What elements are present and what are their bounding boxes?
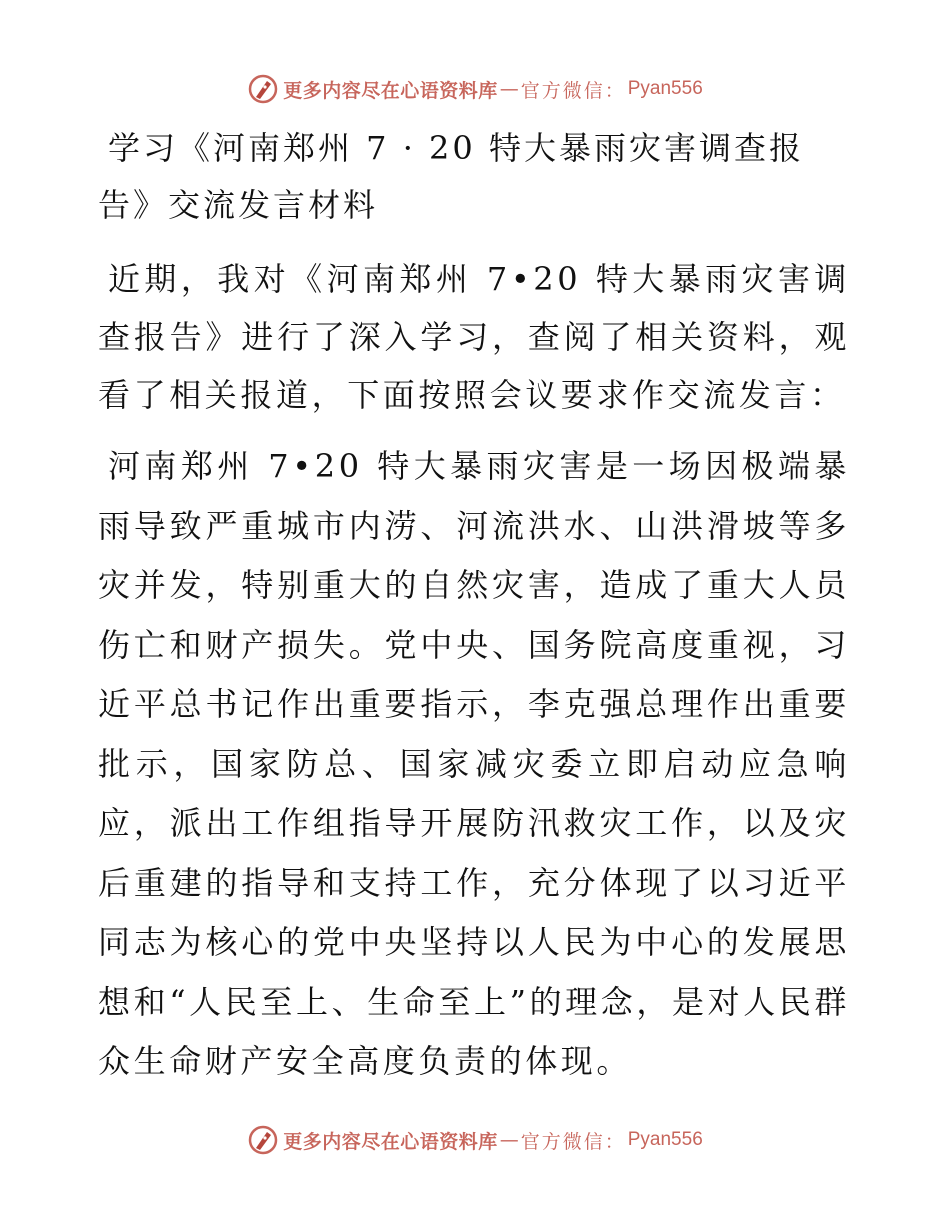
watermark-dash: — [499, 78, 519, 100]
watermark-footer [0, 1123, 950, 1157]
document-title: 学习《河南郑州 7 · 20 特大暴雨灾害调查报告》交流发言材料 [98, 129, 804, 224]
watermark-wechat-id: Pyan556 [627, 1129, 703, 1150]
watermark-text: 更多内容尽在心语资料库 [283, 1130, 498, 1153]
watermark-wechat-id: Pyan556 [627, 78, 703, 99]
watermark-header [0, 72, 950, 106]
pen-nib-logo-icon [247, 1124, 279, 1156]
pen-nib-logo-icon [247, 73, 279, 105]
paragraph-body: 河南郑州 7•20 特大暴雨灾害是一场因极端暴雨导致严重城市内涝、河流洪水、山洪滑坡等多灾并发，特别重大的自然灾害，造成了重大人员伤亡和财产损失。党中央、国务院高度重视，习近平总书记作出重要指示，李克强总理作出重要批示，国家防总、国家减灾委立即启动应急响应，派出工作组指导开展防汛救灾工作，以及灾后重建的指导和支持工作，充分体现了以习近平同志为核心的党中央坚持以人民为中心的发展思想和“人民至上、生命至上”的理念，是对人民群众生命财产安全高度负责的体现。 [98, 447, 850, 1080]
watermark-official-label: 官方微信： [520, 1130, 626, 1153]
watermark-dash: — [499, 1129, 519, 1151]
watermark-text: 更多内容尽在心语资料库 [283, 79, 498, 102]
paragraph-intro: 近期，我对《河南郑州 7•20 特大暴雨灾害调查报告》进行了深入学习，查阅了相关资料，观看了相关报道，下面按照会议要求作交流发言： [98, 260, 850, 414]
watermark-official-label: 官方微信： [520, 79, 626, 102]
